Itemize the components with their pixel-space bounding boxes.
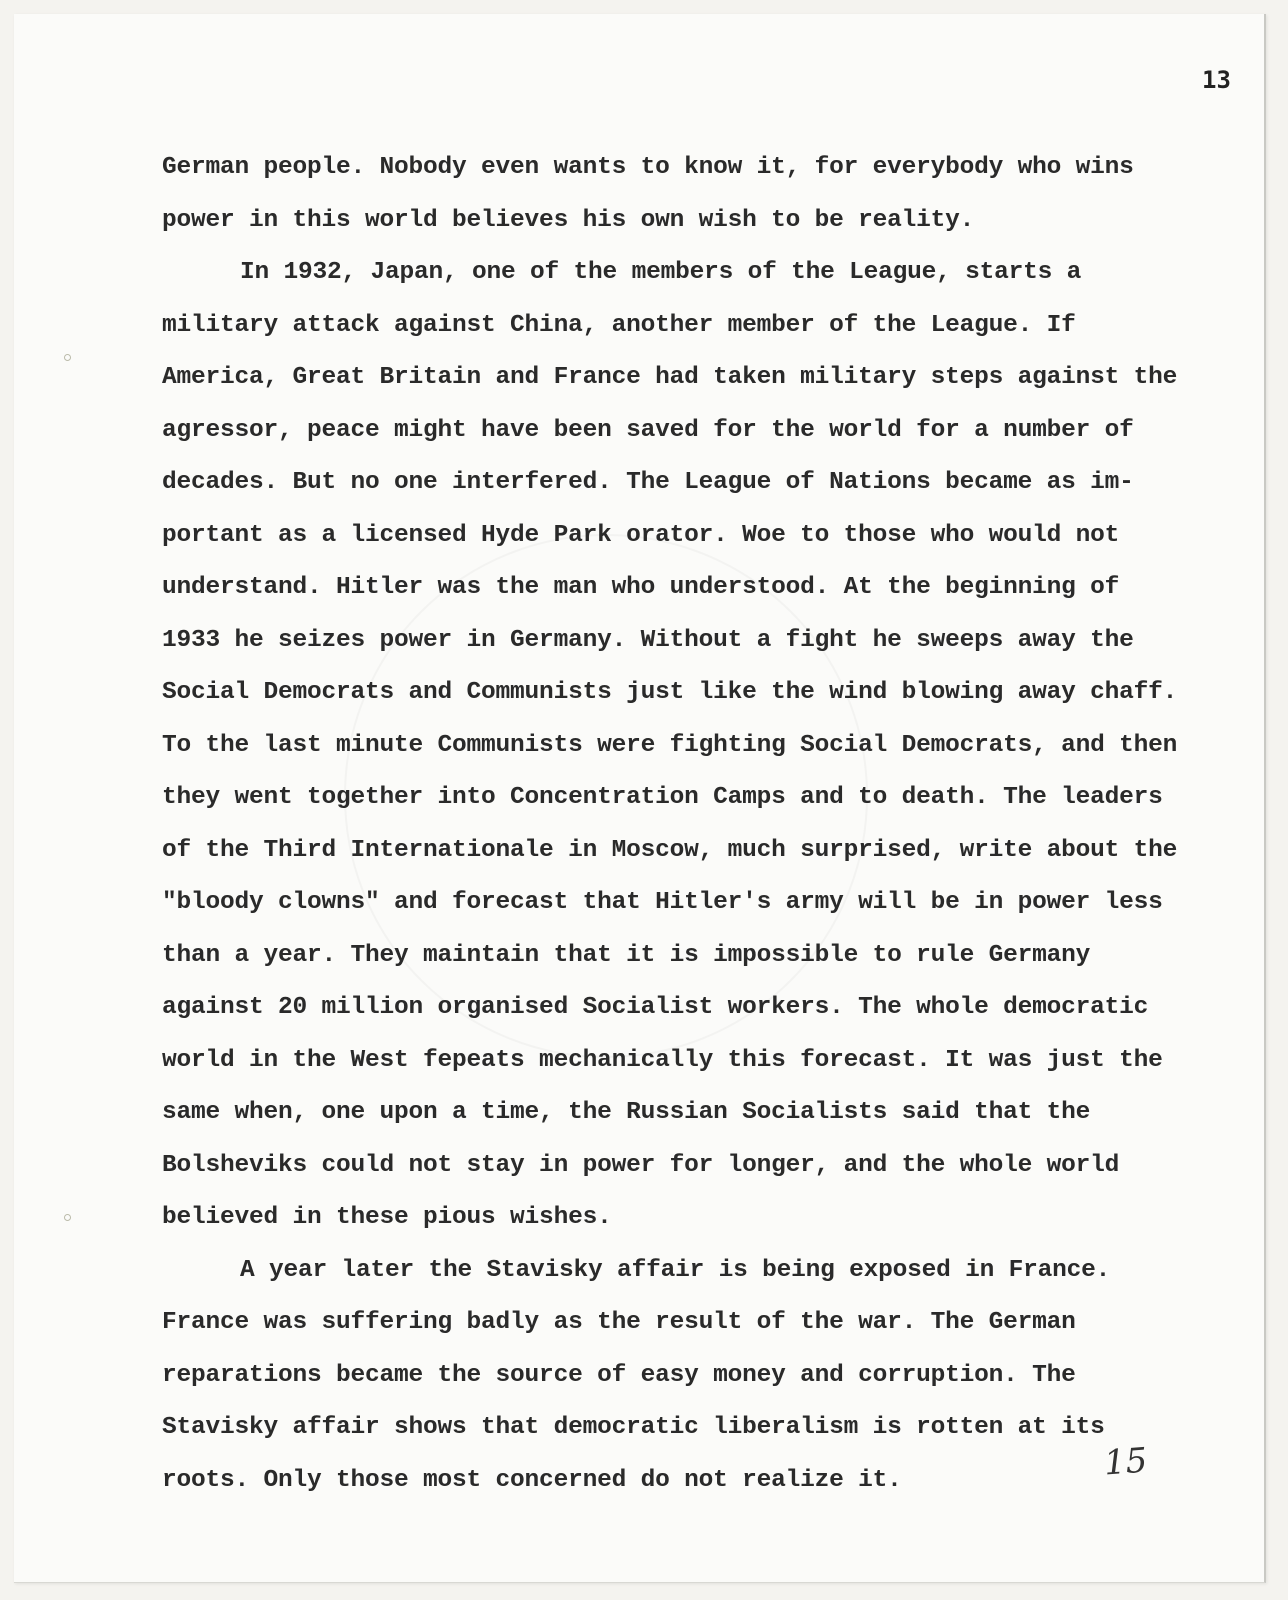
text-line: To the last minute Communists were fighting Social Democrats, and then	[162, 731, 1178, 759]
text-line: portant as a licensed Hyde Park orator. Woe to those who would not	[162, 521, 1120, 549]
text-line: France was suffering badly as the result of the war. The German	[162, 1309, 1076, 1336]
text-line: German people. Nobody even wants to know it, for everybody who wins	[162, 154, 1134, 181]
text-line: Bolsheviks could not stay in power for longer, and the whole world	[162, 1151, 1120, 1179]
text-line: against 20 million organised Socialist workers. The whole democratic	[162, 994, 1149, 1021]
body-text	[162, 142, 1247, 1507]
margin-mark	[64, 1214, 71, 1221]
text-line: military attack against China, another member of the League. If	[162, 311, 1076, 339]
margin-mark	[64, 354, 71, 361]
text-line: In 1932, Japan, one of the members of the League, starts a	[240, 259, 1082, 286]
text-line: understand. Hitler was the man who understood. At the beginning of	[162, 574, 1120, 601]
text-line: America, Great Britain and France had taken military steps against the	[162, 364, 1178, 391]
typescript-page	[14, 14, 1266, 1583]
text-line: agressor, peace might have been saved for the world for a number of	[162, 416, 1134, 444]
text-line: A year later the Stavisky affair is being exposed in France.	[240, 1256, 1111, 1284]
text-line: roots. Only those most concerned do not realize it.	[162, 1466, 902, 1494]
text-line: of the Third Internationale in Moscow, much surprised, write about the	[162, 836, 1178, 864]
text-line: "bloody clowns" and forecast that Hitler's army will be in power less	[162, 889, 1163, 916]
text-line: decades. But no one interfered. The League of Nations became as im-	[162, 469, 1134, 496]
text-line: same when, one upon a time, the Russian Socialists said that the	[162, 1099, 1091, 1126]
text-line: Stavisky affair shows that democratic liberalism is rotten at its	[162, 1414, 1105, 1441]
text-line: world in the West fepeats mechanically this forecast. It was just the	[162, 1046, 1163, 1074]
text-line: power in this world believes his own wish to be reality.	[162, 206, 975, 234]
text-line: than a year. They maintain that it is impossible to rule Germany	[162, 941, 1091, 969]
text-line: Social Democrats and Communists just like the wind blowing away chaff.	[162, 679, 1178, 706]
text-line: reparations became the source of easy money and corruption. The	[162, 1361, 1076, 1389]
text-line: 1933 he seizes power in Germany. Without a fight he sweeps away the	[162, 626, 1134, 654]
text-line: they went together into Concentration Camps and to death. The leaders	[162, 784, 1163, 811]
text-line: believed in these pious wishes.	[162, 1204, 612, 1231]
page-number: 13	[1202, 66, 1231, 94]
handwritten-folio-number: 15	[1102, 1440, 1149, 1484]
